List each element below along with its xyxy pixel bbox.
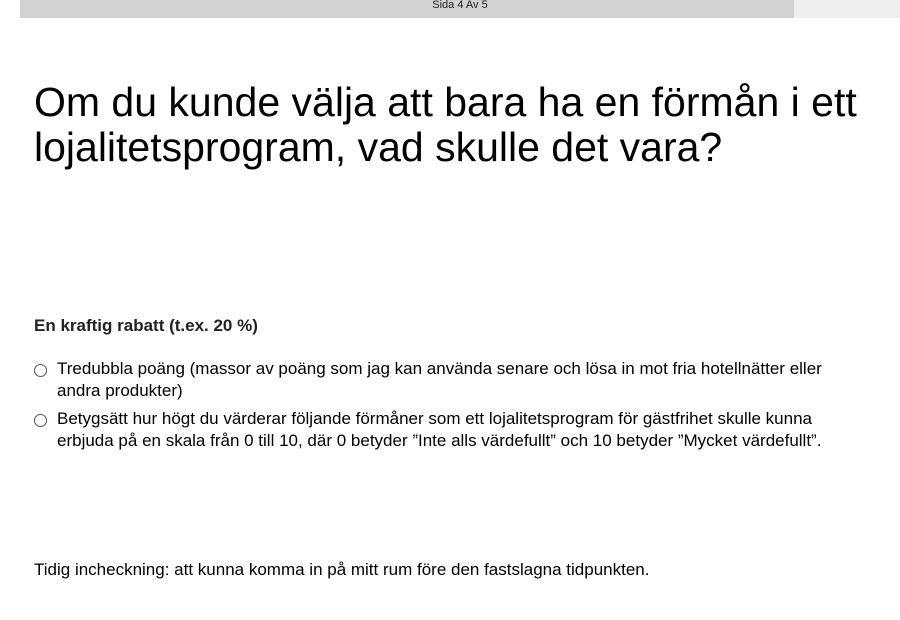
next-benefit-text: Tidig incheckning: att kunna komma in på mitt rum före den fastslagna tidpunkten.	[34, 560, 650, 579]
answer-option-label: Betygsätt hur högt du värderar följande förmåner som ett lojalitetsprogram för gästfrihet skulle kunna erbjuda på en skala från 0 till 10, där 0 betyder ”Inte alls värdefullt” och 10 betyder ”Mycket värdefullt”.	[57, 409, 822, 450]
question-title: Om du kunde välja att bara ha en förmån i ett lojalitetsprogram, vad skulle det vara?	[34, 79, 857, 170]
progress-fill	[20, 0, 794, 18]
answer-option-rate-benefits[interactable]	[34, 408, 854, 452]
radio-button[interactable]	[34, 414, 47, 427]
progress-bar	[20, 0, 900, 18]
radio-button[interactable]	[34, 364, 47, 377]
answer-option-label: Tredubbla poäng (massor av poäng som jag kan använda senare och lösa in mot fria hotellnätter eller andra produkter)	[57, 359, 822, 400]
answer-option-triple-points[interactable]	[34, 358, 854, 402]
answer-options	[34, 358, 854, 458]
progress-label: Sida 4 Av 5	[432, 0, 488, 11]
selected-answer-label: En kraftig rabatt (t.ex. 20 %)	[34, 316, 258, 335]
